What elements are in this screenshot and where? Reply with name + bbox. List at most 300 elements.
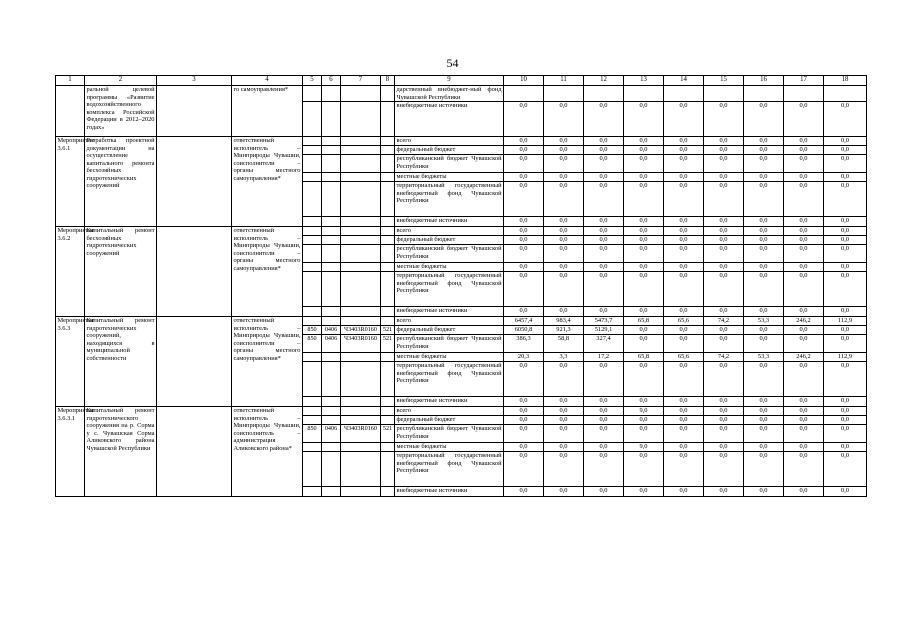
- code-cell-c5: [303, 146, 322, 155]
- cell-empty: [157, 317, 232, 407]
- value-cell: 0,0: [784, 416, 824, 425]
- value-cell: 20,3: [504, 353, 544, 362]
- value-cell: 0,0: [624, 236, 664, 245]
- value-cell: 0,0: [504, 182, 544, 217]
- value-cell: 0,0: [784, 182, 824, 217]
- value-cell: 0,0: [504, 272, 544, 307]
- value-cell: 0,0: [824, 263, 867, 272]
- value-cell: [784, 86, 824, 102]
- value-cell: 0,0: [584, 487, 624, 497]
- code-cell-c8: 521: [381, 425, 395, 443]
- code-cell-c5: [303, 307, 322, 317]
- value-cell: 0,0: [504, 245, 544, 263]
- value-cell: 0,0: [544, 272, 584, 307]
- value-cell: 0,0: [584, 245, 624, 263]
- value-cell: 0,0: [704, 102, 744, 137]
- value-cell: 0,0: [584, 307, 624, 317]
- value-cell: 0,0: [504, 217, 544, 227]
- value-cell: 0,0: [744, 362, 784, 397]
- value-cell: 0,0: [544, 443, 584, 452]
- value-cell: 0,0: [744, 397, 784, 407]
- code-cell-c8: [381, 217, 395, 227]
- code-cell-c6: [322, 227, 341, 236]
- value-cell: [744, 86, 784, 102]
- code-cell-c6: [322, 272, 341, 307]
- value-cell: 0,0: [504, 487, 544, 497]
- value-cell: 0,0: [664, 236, 704, 245]
- code-cell: [381, 86, 395, 102]
- code-cell-c6: [322, 146, 341, 155]
- value-cell: [824, 86, 867, 102]
- value-cell: 0,0: [624, 397, 664, 407]
- code-cell-c5: [303, 217, 322, 227]
- value-cell: 0,0: [704, 416, 744, 425]
- code-cell-c7: [341, 317, 381, 326]
- code-cell-c6: [322, 416, 341, 425]
- value-cell: 0,0: [744, 272, 784, 307]
- value-cell: 0,0: [624, 102, 664, 137]
- value-cell: 0,0: [824, 173, 867, 182]
- value-cell: 0,0: [784, 443, 824, 452]
- code-cell-c8: [381, 227, 395, 236]
- code-cell-c7: [341, 173, 381, 182]
- code-cell-c8: [381, 155, 395, 173]
- value-cell: 0,0: [824, 407, 867, 416]
- code-cell-c6: [322, 452, 341, 487]
- value-cell: 5129,1: [584, 326, 624, 335]
- value-cell: 0,0: [704, 362, 744, 397]
- code-cell-c7: [341, 416, 381, 425]
- value-cell: 0,0: [784, 425, 824, 443]
- header-cell: 5: [303, 76, 322, 86]
- source-cell: федеральный бюджет: [395, 416, 504, 425]
- value-cell: 0,0: [664, 487, 704, 497]
- value-cell: 6050,8: [504, 326, 544, 335]
- value-cell: 0,0: [624, 487, 664, 497]
- value-cell: 0,0: [784, 236, 824, 245]
- value-cell: 0,0: [824, 182, 867, 217]
- value-cell: 0,0: [664, 416, 704, 425]
- value-cell: 0,0: [544, 416, 584, 425]
- value-cell: 0,0: [744, 263, 784, 272]
- value-cell: 0,0: [624, 452, 664, 487]
- source-cell: республиканский бюджет Чувашской Республики: [395, 335, 504, 353]
- source-cell: внебюджетные источники: [395, 307, 504, 317]
- value-cell: 0,0: [744, 217, 784, 227]
- value-cell: 0,0: [664, 443, 704, 452]
- source-cell: всего: [395, 227, 504, 236]
- event-number: Мероприятие 3.6.1: [56, 137, 85, 227]
- value-cell: 0,0: [504, 227, 544, 236]
- value-cell: 0,0: [664, 335, 704, 353]
- value-cell: 0,0: [664, 102, 704, 137]
- value-cell: 0,0: [784, 245, 824, 263]
- code-cell-c7: [341, 217, 381, 227]
- code-cell-c7: [341, 272, 381, 307]
- value-cell: 17,2: [584, 353, 624, 362]
- value-cell: 0,0: [504, 146, 544, 155]
- event-title: Разработка проектной документации на осуществление капитального ремонта бесхозяйных гидротехнических сооружений: [85, 137, 157, 227]
- code-cell-c5: [303, 272, 322, 307]
- executor-cell: ответственный исполнитель – Минприроды Чувашии, соисполнители – органы местного самоуправления*: [232, 227, 303, 317]
- table-row: [56, 317, 867, 326]
- code-cell-c8: [381, 353, 395, 362]
- value-cell: 0,0: [664, 362, 704, 397]
- value-cell: 0,0: [704, 182, 744, 217]
- value-cell: 0,0: [624, 335, 664, 353]
- cell-empty: [157, 137, 232, 227]
- cell-empty: [157, 227, 232, 317]
- value-cell: 0,0: [824, 416, 867, 425]
- header-cell: 13: [624, 76, 664, 86]
- value-cell: 0,0: [824, 236, 867, 245]
- source-cell: дарственный внебюджет-ный фонд Чувашской Республики: [396, 86, 502, 101]
- code-cell-c8: [381, 452, 395, 487]
- value-cell: 0,0: [744, 227, 784, 236]
- value-cell: 0,0: [584, 217, 624, 227]
- code-cell-c5: [303, 452, 322, 487]
- value-cell: 0,0: [544, 137, 584, 146]
- value-cell: 0,0: [784, 362, 824, 397]
- code-cell: [381, 102, 395, 137]
- value-cell: 0,0: [664, 397, 704, 407]
- source-cell: федеральный бюджет: [395, 236, 504, 245]
- value-cell: 0,0: [704, 173, 744, 182]
- value-cell: 921,3: [544, 326, 584, 335]
- value-cell: 0,0: [544, 397, 584, 407]
- value-cell: 0,0: [624, 307, 664, 317]
- code-cell-c6: [322, 487, 341, 497]
- value-cell: 0,0: [504, 425, 544, 443]
- value-cell: 0,0: [584, 407, 624, 416]
- value-cell: 0,0: [584, 272, 624, 307]
- code-cell-c5: [303, 362, 322, 397]
- value-cell: 0,0: [784, 137, 824, 146]
- value-cell: 0,0: [624, 227, 664, 236]
- value-cell: 0,0: [624, 425, 664, 443]
- value-cell: 0,0: [544, 452, 584, 487]
- code-cell-c5: [303, 137, 322, 146]
- value-cell: 0,0: [664, 263, 704, 272]
- code-cell-c8: [381, 362, 395, 397]
- value-cell: 0,0: [704, 487, 744, 497]
- code-cell-c5: [303, 173, 322, 182]
- value-cell: 0,0: [744, 335, 784, 353]
- value-cell: 983,4: [544, 317, 584, 326]
- code-cell-c7: Ч3403R0160: [341, 326, 381, 335]
- value-cell: 0,0: [744, 443, 784, 452]
- value-cell: 0,0: [784, 407, 824, 416]
- event-number: Мероприятие 3.6.3.1: [56, 407, 85, 497]
- code-cell-c6: [322, 137, 341, 146]
- value-cell: 0,0: [544, 102, 584, 137]
- value-cell: 0,0: [544, 245, 584, 263]
- value-cell: 0,0: [584, 452, 624, 487]
- value-cell: 0,0: [704, 443, 744, 452]
- value-cell: 0,0: [704, 236, 744, 245]
- code-cell-c6: [322, 353, 341, 362]
- value-cell: [504, 86, 544, 102]
- value-cell: 0,0: [544, 425, 584, 443]
- cell-empty: [56, 86, 85, 137]
- value-cell: 0,0: [784, 307, 824, 317]
- value-cell: 0,0: [704, 272, 744, 307]
- value-cell: 0,0: [664, 155, 704, 173]
- value-cell: 0,0: [664, 173, 704, 182]
- value-cell: 74,2: [704, 317, 744, 326]
- value-cell: 0,0: [624, 362, 664, 397]
- value-cell: 0,0: [784, 102, 824, 137]
- value-cell: 0,0: [784, 155, 824, 173]
- value-cell: 112,9: [824, 317, 867, 326]
- value-cell: 0,0: [624, 326, 664, 335]
- value-cell: 246,2: [784, 353, 824, 362]
- code-cell-c5: 850: [303, 326, 322, 335]
- value-cell: 0,0: [584, 397, 624, 407]
- event-number: Мероприятие 3.6.2: [56, 227, 85, 317]
- value-cell: 0,0: [544, 217, 584, 227]
- value-cell: [664, 86, 704, 102]
- value-cell: 0,0: [504, 137, 544, 146]
- value-cell: 0,0: [584, 102, 624, 137]
- value-cell: 0,0: [544, 146, 584, 155]
- value-cell: 53,3: [744, 353, 784, 362]
- code-cell-c8: [381, 272, 395, 307]
- code-cell-c6: [322, 397, 341, 407]
- value-cell: 0,0: [704, 326, 744, 335]
- value-cell: 0,0: [584, 146, 624, 155]
- value-cell: 0,0: [704, 425, 744, 443]
- value-cell: 0,0: [664, 307, 704, 317]
- code-cell-c7: [341, 236, 381, 245]
- code-cell-c6: [322, 307, 341, 317]
- value-cell: 0,0: [744, 452, 784, 487]
- code-cell-c5: [303, 182, 322, 217]
- value-cell: 0,0: [664, 326, 704, 335]
- value-cell: 0,0: [784, 217, 824, 227]
- value-cell: 0,0: [784, 272, 824, 307]
- source-cell: республиканский бюджет Чувашской Республики: [395, 155, 504, 173]
- value-cell: 0,0: [624, 173, 664, 182]
- value-cell: 0,0: [664, 137, 704, 146]
- value-cell: 0,0: [744, 137, 784, 146]
- header-cell: 10: [504, 76, 544, 86]
- event-title: Капитальный ремонт гидротехнического сооружения на р. Сорма у с. Чувашская Сорма Аликовского района Чувашской Республики: [85, 407, 157, 497]
- code-cell-c8: [381, 236, 395, 245]
- value-cell: 0,0: [784, 146, 824, 155]
- value-cell: 0,0: [824, 217, 867, 227]
- value-cell: 0,0: [744, 182, 784, 217]
- value-cell: 0,0: [824, 335, 867, 353]
- executor-cell: ответственный исполнитель – Минприроды Чувашии, соисполнители – органы местного самоуправления*: [232, 137, 303, 227]
- value-cell: 0,0: [584, 443, 624, 452]
- value-cell: 0,0: [744, 416, 784, 425]
- value-cell: 0,0: [704, 335, 744, 353]
- value-cell: 112,9: [824, 353, 867, 362]
- value-cell: 0,0: [544, 182, 584, 217]
- code-cell-c7: [341, 227, 381, 236]
- source-cell: территориальный государственный внебюджетный фонд Чувашской Республики: [395, 362, 504, 397]
- code-cell-c8: [381, 182, 395, 217]
- code-cell-c7: [341, 452, 381, 487]
- header-cell: 3: [157, 76, 232, 86]
- source-cell: территориальный государственный внебюджетный фонд Чувашской Республики: [395, 182, 504, 217]
- code-cell-c6: 0406: [322, 425, 341, 443]
- value-cell: 0,0: [704, 407, 744, 416]
- value-cell: 0,0: [664, 425, 704, 443]
- value-cell: 246,2: [784, 317, 824, 326]
- event-title: Капитальный ремонт гидротехнических сооружений, находящихся в муниципальной собственности: [85, 317, 157, 407]
- code-cell-c7: [341, 182, 381, 217]
- value-cell: 0,0: [584, 227, 624, 236]
- code-cell-c7: [341, 443, 381, 452]
- code-cell: [341, 102, 381, 137]
- value-cell: 0,0: [824, 245, 867, 263]
- value-cell: 0,0: [824, 146, 867, 155]
- value-cell: 0,0: [704, 137, 744, 146]
- source-cell: внебюджетные источники: [395, 102, 504, 137]
- value-cell: 0,0: [744, 102, 784, 137]
- value-cell: 0,0: [784, 335, 824, 353]
- header-cell: 15: [704, 76, 744, 86]
- code-cell-c6: [322, 362, 341, 397]
- code-cell-c5: [303, 487, 322, 497]
- value-cell: 0,0: [584, 182, 624, 217]
- value-cell: 9,0: [624, 443, 664, 452]
- cell-empty: [157, 86, 232, 137]
- code-cell-c6: [322, 173, 341, 182]
- code-cell-c8: [381, 416, 395, 425]
- value-cell: 0,0: [544, 236, 584, 245]
- code-cell-c7: Ч3403R0160: [341, 335, 381, 353]
- value-cell: 0,0: [704, 307, 744, 317]
- header-row: [56, 76, 867, 86]
- value-cell: 0,0: [504, 102, 544, 137]
- value-cell: 74,2: [704, 353, 744, 362]
- header-cell: 16: [744, 76, 784, 86]
- value-cell: 0,0: [504, 443, 544, 452]
- cell-empty: [157, 407, 232, 497]
- code-cell-c8: [381, 397, 395, 407]
- value-cell: 0,0: [544, 263, 584, 272]
- value-cell: 0,0: [784, 263, 824, 272]
- value-cell: 0,0: [744, 155, 784, 173]
- code-cell-c6: [322, 407, 341, 416]
- value-cell: 0,0: [504, 236, 544, 245]
- header-cell: 18: [824, 76, 867, 86]
- code-cell-c7: [341, 245, 381, 263]
- value-cell: 386,3: [504, 335, 544, 353]
- value-cell: 0,0: [744, 236, 784, 245]
- value-cell: 0,0: [664, 407, 704, 416]
- value-cell: 0,0: [824, 362, 867, 397]
- source-cell: республиканский бюджет Чувашской Республики: [395, 245, 504, 263]
- value-cell: 0,0: [744, 326, 784, 335]
- value-cell: 0,0: [624, 155, 664, 173]
- value-cell: 0,0: [544, 487, 584, 497]
- value-cell: 0,0: [744, 407, 784, 416]
- value-cell: 58,8: [544, 335, 584, 353]
- value-cell: 6457,4: [504, 317, 544, 326]
- source-cell: местные бюджеты: [395, 353, 504, 362]
- executor-cell: ответственный исполнитель – Минприроды Чувашии, соисполнитель – администрация Аликовского района*: [232, 407, 303, 497]
- header-cell: 2: [85, 76, 157, 86]
- value-cell: 0,0: [544, 173, 584, 182]
- value-cell: 0,0: [584, 362, 624, 397]
- code-cell-c6: [322, 236, 341, 245]
- source-cell: всего: [395, 407, 504, 416]
- value-cell: 0,0: [664, 182, 704, 217]
- value-cell: 0,0: [744, 487, 784, 497]
- code-cell-c8: [381, 407, 395, 416]
- code-cell-c7: [341, 397, 381, 407]
- code-cell-c6: [322, 217, 341, 227]
- table-row: [56, 407, 867, 416]
- code-cell-c5: [303, 443, 322, 452]
- source-cell: всего: [395, 137, 504, 146]
- value-cell: 0,0: [544, 227, 584, 236]
- header-cell: 14: [664, 76, 704, 86]
- value-cell: 0,0: [704, 452, 744, 487]
- value-cell: 0,0: [824, 443, 867, 452]
- code-cell: [303, 86, 322, 102]
- value-cell: 0,0: [784, 452, 824, 487]
- value-cell: 53,3: [744, 317, 784, 326]
- code-cell-c5: [303, 245, 322, 263]
- source-cell: местные бюджеты: [395, 173, 504, 182]
- code-cell-c6: [322, 263, 341, 272]
- value-cell: 0,0: [824, 452, 867, 487]
- value-cell: 0,0: [664, 227, 704, 236]
- value-cell: 0,0: [664, 272, 704, 307]
- value-cell: 0,0: [504, 173, 544, 182]
- code-cell: [322, 86, 341, 102]
- value-cell: 0,0: [784, 326, 824, 335]
- header-cell: 17: [784, 76, 824, 86]
- code-cell-c5: 850: [303, 425, 322, 443]
- value-cell: 0,0: [504, 397, 544, 407]
- value-cell: 0,0: [824, 425, 867, 443]
- value-cell: 0,0: [704, 146, 744, 155]
- table-row: [56, 86, 867, 102]
- code-cell-c6: 0406: [322, 326, 341, 335]
- value-cell: 0,0: [584, 263, 624, 272]
- header-cell: 8: [381, 76, 395, 86]
- code-cell-c8: [381, 317, 395, 326]
- value-cell: 0,0: [744, 245, 784, 263]
- code-cell-c7: [341, 353, 381, 362]
- value-cell: 65,6: [664, 353, 704, 362]
- code-cell-c5: [303, 317, 322, 326]
- code-cell-c8: [381, 245, 395, 263]
- code-cell-c7: [341, 146, 381, 155]
- value-cell: [544, 86, 584, 102]
- value-cell: 0,0: [624, 245, 664, 263]
- source-cell: местные бюджеты: [395, 263, 504, 272]
- value-cell: [704, 86, 744, 102]
- value-cell: 0,0: [664, 452, 704, 487]
- value-cell: 0,0: [784, 397, 824, 407]
- value-cell: 0,0: [504, 307, 544, 317]
- source-cell: территориальный государственный внебюджетный фонд Чувашской Республики: [395, 272, 504, 307]
- value-cell: 0,0: [544, 362, 584, 397]
- value-cell: 0,0: [784, 227, 824, 236]
- code-cell-c8: 521: [381, 326, 395, 335]
- header-cell: 12: [584, 76, 624, 86]
- value-cell: 0,0: [584, 416, 624, 425]
- value-cell: 0,0: [504, 452, 544, 487]
- value-cell: 0,0: [824, 155, 867, 173]
